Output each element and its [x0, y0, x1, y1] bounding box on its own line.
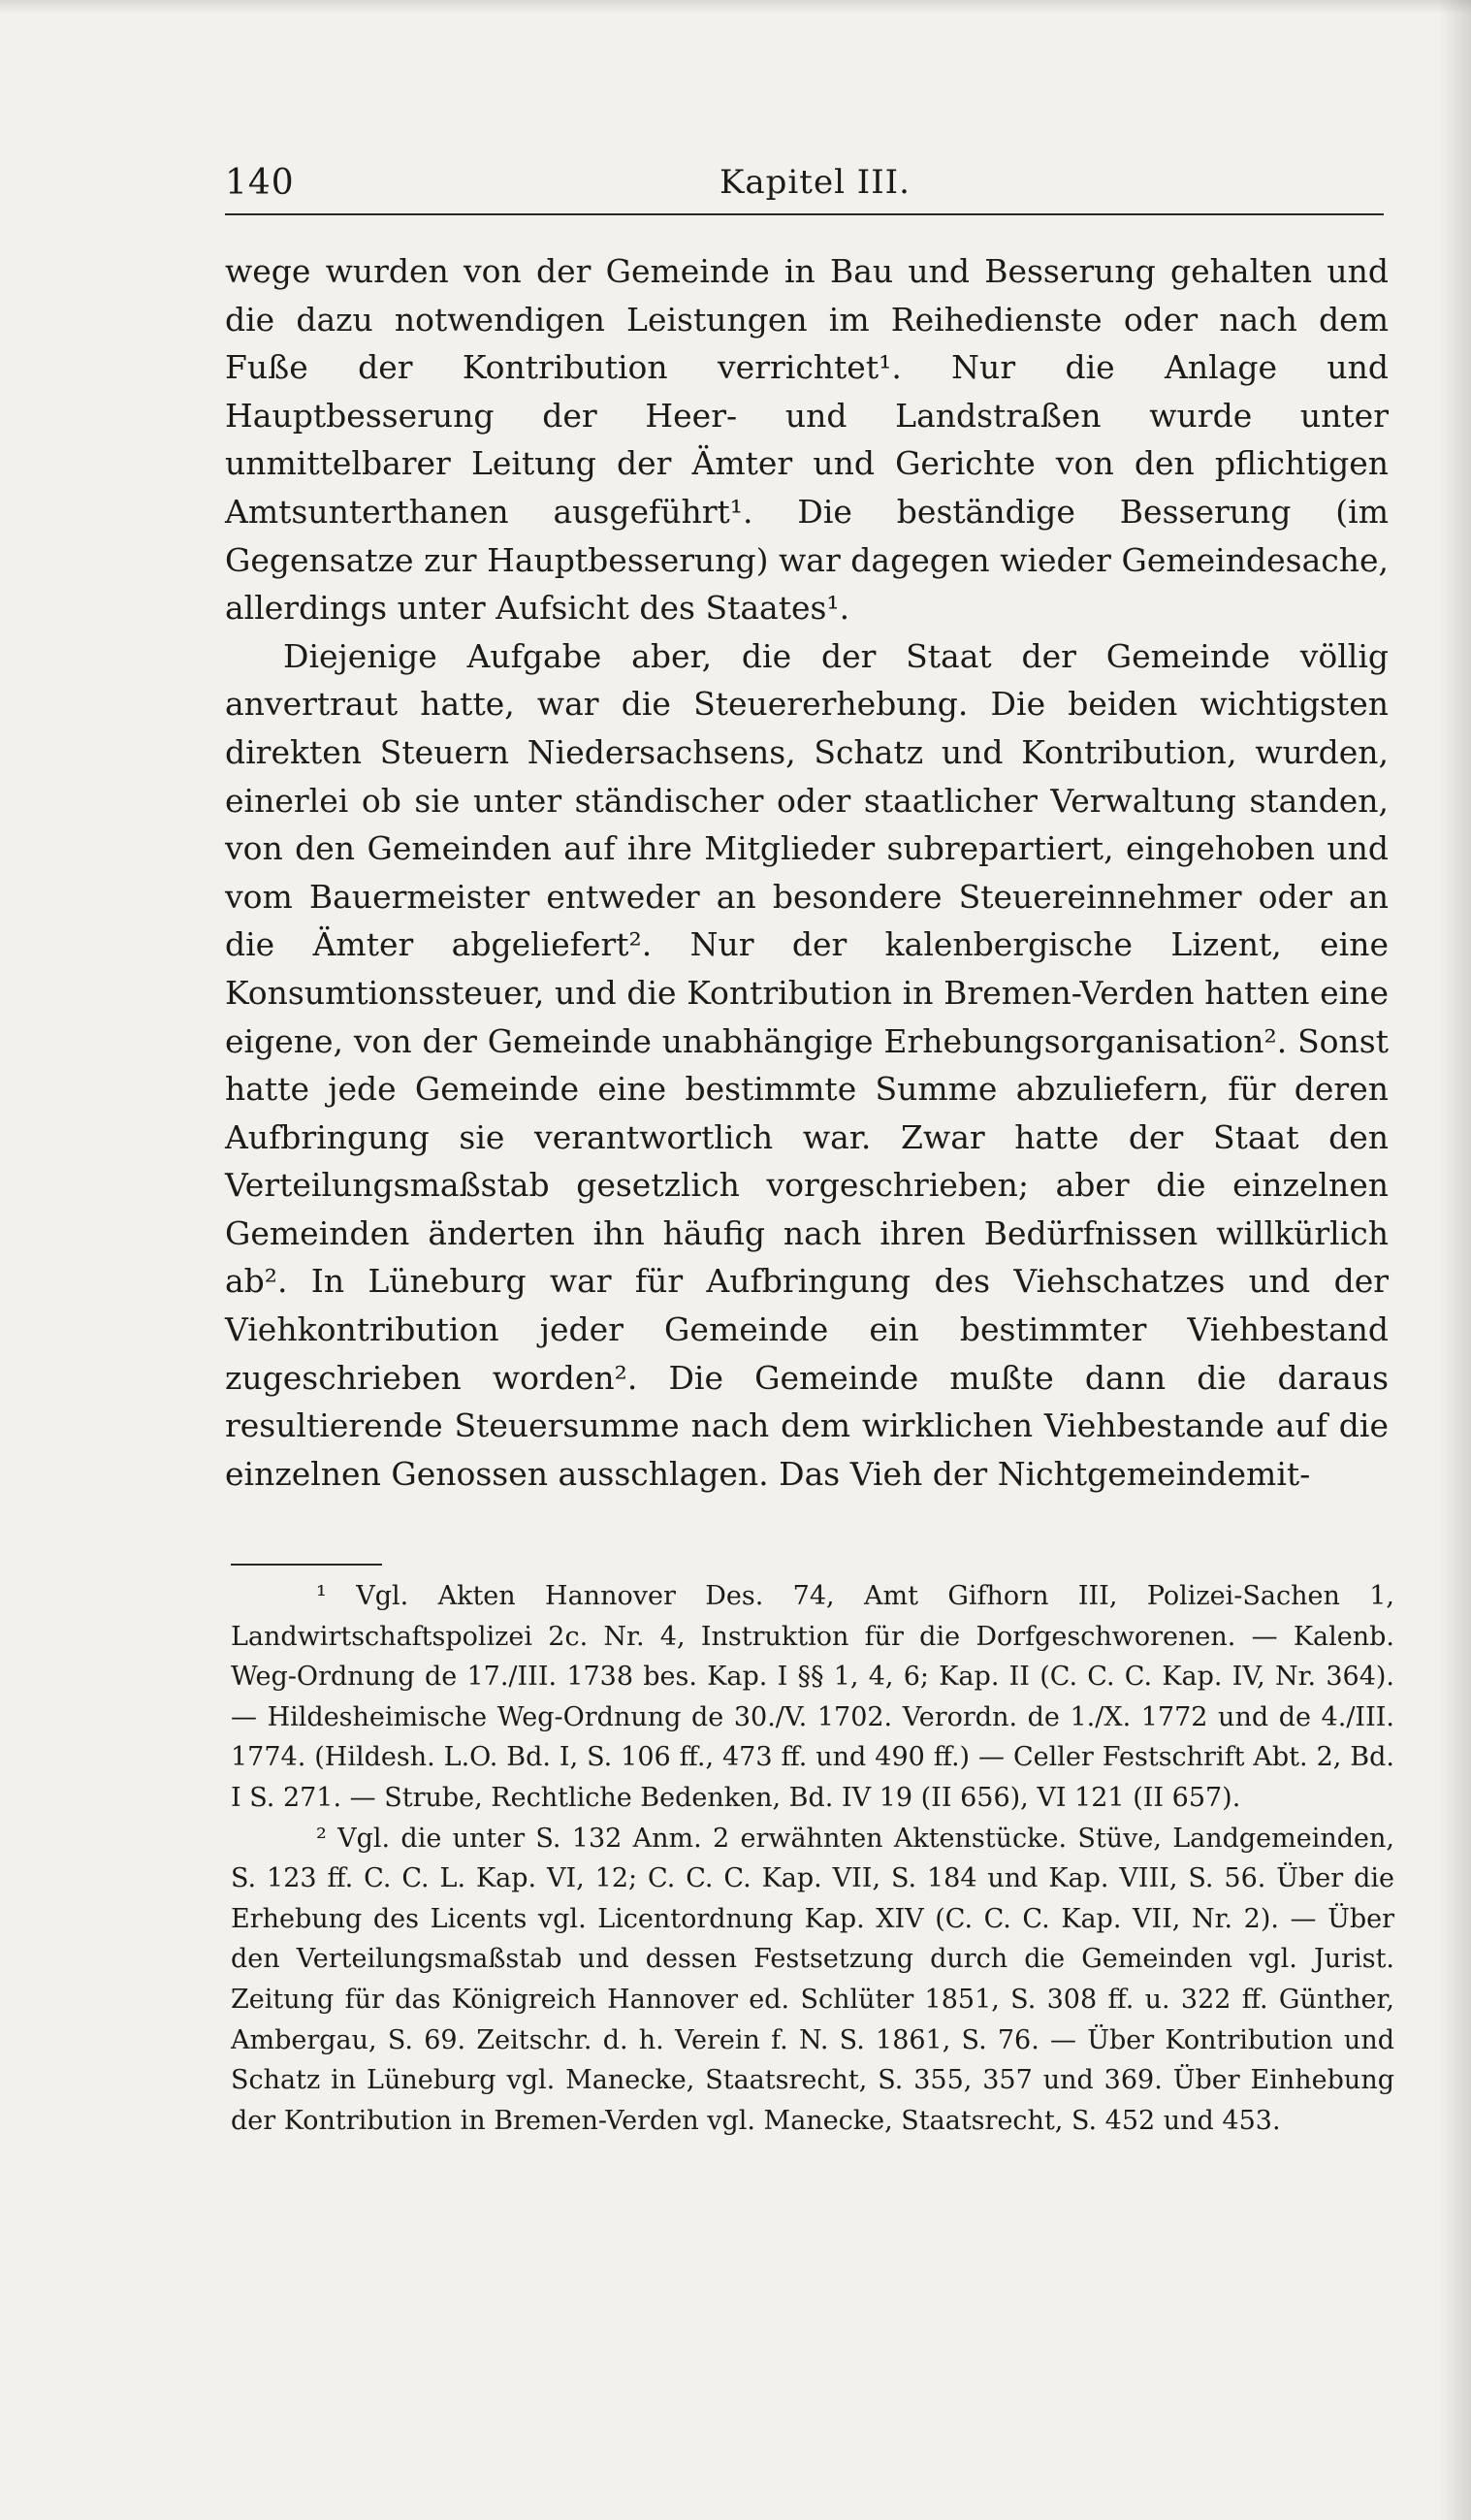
footnote-2: ² Vgl. die unter S. 132 Anm. 2 erwähnten Aktenstücke. Stüve, Landgemeinden, S. 123 ff. C. C. L. Kap. VI, 12; C. C. C. Kap. VII, S. 184 und Kap. VIII, S. 56. Über die Erhebung des Licents vgl. Licentordnung Kap. XIV (C. C. C. Kap. VII, Nr. 2). — Über den Verteilungsmaßstab und dessen Festsetzung durch die Gemeinden vgl. Jurist. Zeitung für das Königreich Hannover ed. Schlüter 1851, S. 308 ff. u. 322 ff. Günther, Ambergau, S. 69. Zeitschr. d. h. Verein f. N. S. 1861, S. 76. — Über Kontribution und Schatz in Lüneburg vgl. Manecke, Staatsrecht, S. 355, 357 und 369. Über Einhebung der Kontribution in Bremen-Verden vgl. Manecke, Staatsrecht, S. 452 und 453.: [231, 1823, 1394, 2136]
footnotes: [231, 1576, 1394, 2141]
footnote-1: ¹ Vgl. Akten Hannover Des. 74, Amt Gifhorn III, Polizei-Sachen 1, Landwirtschaftspolizei 2c. Nr. 4, Instruktion für die Dorfgeschworenen. — Kalenb. Weg-Ordnung de 17./III. 1738 bes. Kap. I §§ 1, 4, 6; Kap. II (C. C. C. Kap. IV, Nr. 364). — Hildesheimische Weg-Ordnung de 30./V. 1702. Verordn. de 1./X. 1772 und de 4./III. 1774. (Hildesh. L.O. Bd. I, S. 106 ff., 473 ff. und 490 ff.) — Celler Festschrift Abt. 2, Bd. I S. 271. — Strube, Rechtliche Bedenken, Bd. IV 19 (II 656), VI 121 (II 657).: [231, 1581, 1394, 1813]
scan-shadow-top: [0, 0, 1471, 14]
footnote-rule: [231, 1564, 382, 1566]
body-paragraph: wege wurden von der Gemeinde in Bau und Besserung gehalten und die dazu notwendigen Leistungen im Reihedienste oder nach dem Fuße der Kontribution verrichtet¹. Nur die Anlage und Hauptbesserung der Heer- und Landstraßen wurde unter unmittelbarer Leitung der Ämter und Gerichte von den pflichtigen Amtsunterthanen ausgeführt¹. Die beständige Besserung (im Gegensatze zur Hauptbesserung) war dagegen wieder Gemeindesache, allerdings unter Aufsicht des Staates¹.: [225, 252, 1389, 628]
body-text: [225, 247, 1389, 1498]
page-header: [225, 163, 1384, 217]
header-rule: [225, 213, 1384, 215]
scan-shadow-right: [1438, 0, 1471, 2520]
page-number: 140: [225, 163, 295, 203]
running-head: Kapitel III.: [720, 163, 911, 202]
body-paragraph: Diejenige Aufgabe aber, die der Staat der Gemeinde völlig anvertraut hatte, war die Steuererhebung. Die beiden wichtigsten direkten Steuern Niedersachsens, Schatz und Kontribution, wurden, einerlei ob sie unter ständischer oder staatlicher Verwaltung standen, von den Gemeinden auf ihre Mitglieder subrepartiert, eingehoben und vom Bauermeister entweder an besondere Steuereinnehmer oder an die Ämter abgeliefert². Nur der kalenbergische Lizent, eine Konsumtionssteuer, und die Kontribution in Bremen-Verden hatten eine eigene, von der Gemeinde unabhängige Erhebungsorganisation². Sonst hatte jede Gemeinde eine bestimmte Summe abzuliefern, für deren Aufbringung sie verantwortlich war. Zwar hatte der Staat den Verteilungsmaßstab gesetzlich vorgeschrieben; aber die einzelnen Gemeinden änderten ihn häufig nach ihren Bedürfnissen willkürlich ab². In Lüneburg war für Aufbringung des Viehschatzes und der Viehkontribution jeder Gemeinde ein bestimmter Viehbestand zugeschrieben worden². Die Gemeinde mußte dann die daraus resultierende Steuersumme nach dem wirklichen Viehbestande auf die einzelnen Genossen ausschlagen. Das Vieh der Nichtgemeindemit-: [225, 636, 1389, 1493]
